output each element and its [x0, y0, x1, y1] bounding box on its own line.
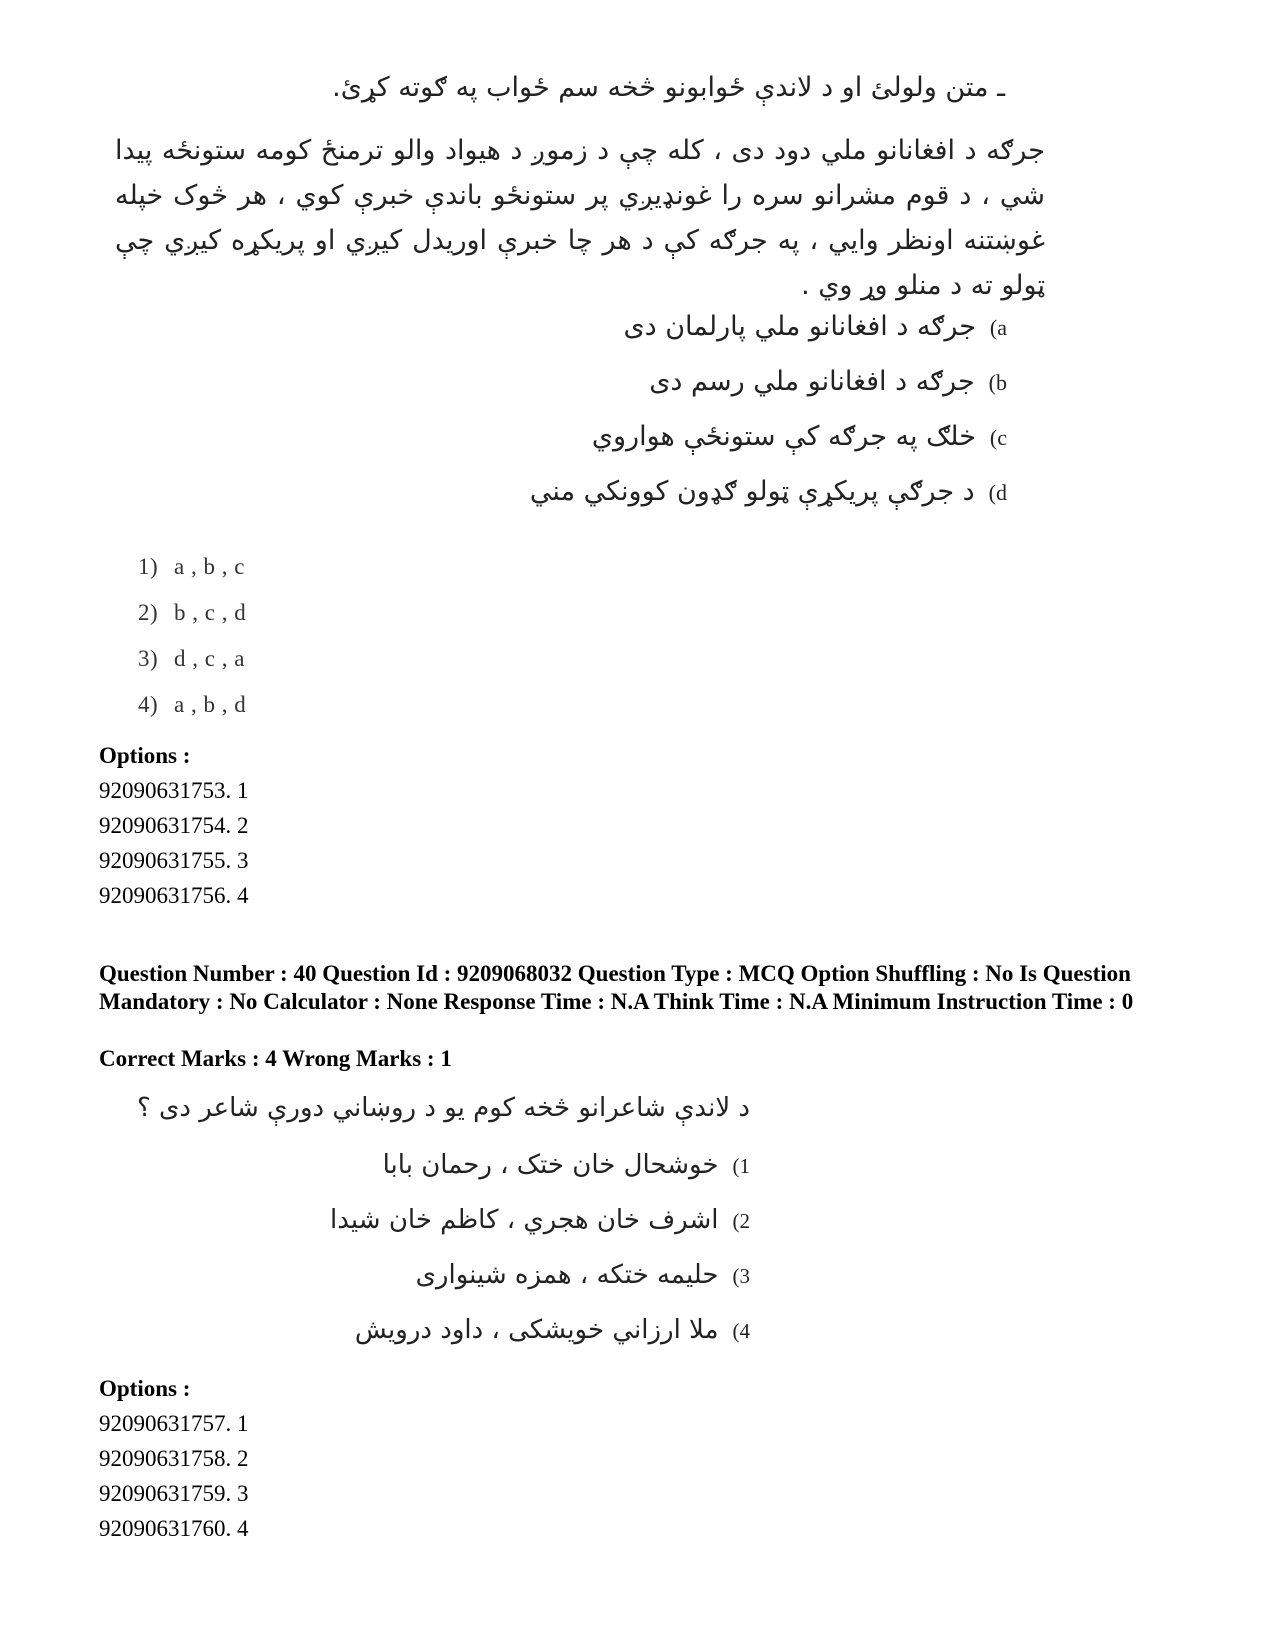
option-item: 92090631757. 1: [99, 1411, 249, 1436]
q39-instruction: ـ متن ولولئ او د لاندې ځوابونو څخه سم ځواب په ګوته کړئ.: [332, 72, 1005, 103]
q40-choice-3: [416, 1260, 750, 1290]
statement-text: خلګ په جرګه کې ستونځې هواروي: [591, 421, 976, 452]
statement-letter: b): [988, 370, 1007, 395]
choice-text: خوشحال خان ختک ، رحمان بابا: [382, 1150, 719, 1180]
statement-letter: c): [989, 425, 1007, 450]
statement-letter: d): [988, 480, 1007, 505]
choice-text: ملا ارزاني خويشکی ، داود درويش: [354, 1315, 719, 1345]
choice-number: 4): [732, 1319, 750, 1343]
choice-text: اشرف خان هجري ، کاظم خان شيدا: [330, 1205, 719, 1235]
statement-text: جرګه د افغانانو ملي رسم دی: [649, 366, 975, 397]
combination-number: 3): [138, 646, 159, 671]
q40-choice-2: [330, 1205, 750, 1235]
q39-combination-4: [138, 692, 246, 718]
q39-options-block: [99, 738, 249, 913]
q39-combination-1: [138, 554, 245, 580]
statement-text: د جرګې پريکړې ټولو ګډون کوونکي مني: [529, 476, 975, 507]
option-item: 92090631754. 2: [99, 813, 249, 838]
option-item: 92090631753. 1: [99, 778, 249, 803]
combination-text: a , b , d: [174, 692, 247, 717]
q39-statement-b: [649, 366, 1007, 397]
statement-letter: a): [989, 315, 1007, 340]
combination-text: a , b , c: [174, 554, 245, 579]
q39-statement-a: [623, 311, 1007, 342]
combination-number: 4): [138, 692, 159, 717]
combination-number: 1): [138, 554, 159, 579]
q40-choice-4: [355, 1315, 750, 1345]
q40-question-text: د لاندې شاعرانو څخه کوم يو د روښاني دورې شاعر دی ؟: [136, 1093, 750, 1123]
option-item: 92090631760. 4: [99, 1516, 249, 1541]
q39-passage: جرګه د افغانانو ملي دود دی ، کله چې د زموږ د هيواد والو ترمنځ کومه ستونځه پيدا شي ، د قوم مشرانو سره را غونډيږي پر ستونځو باندې خبرې کوي ، هر څوک خپله غوښتنه اونظر وايي ، په جرګه کې د هر چا خبرې اوريدل کيږي او پريکړه کيږي چې ټولو ته د منلو وړ وي .: [115, 135, 1045, 301]
q40-header: Question Number : 40 Question Id : 9209068032 Question Type : MCQ Option Shuffling : No Is Question Mandatory : No Calculator : None Response Time : N.A Think Time : N.A Minimum Instruction Time : 0: [99, 961, 1134, 1014]
q39-combination-2: [138, 600, 246, 626]
option-item: 92090631756. 4: [99, 883, 249, 908]
combination-number: 2): [138, 600, 159, 625]
q39-statement-d: [530, 476, 1007, 507]
choice-text: حليمه ختکه ، همزه شينواری: [415, 1260, 719, 1290]
choice-number: 2): [732, 1209, 750, 1233]
choice-number: 1): [732, 1154, 750, 1178]
q40-marks: Correct Marks : 4 Wrong Marks : 1: [99, 1046, 452, 1071]
q40-options-block: [99, 1371, 249, 1546]
combination-text: d , c , a: [174, 646, 245, 671]
option-item: 92090631759. 3: [99, 1481, 249, 1506]
q39-combination-3: [138, 646, 245, 672]
combination-text: b , c , d: [174, 600, 247, 625]
statement-text: جرګه د افغانانو ملي پارلمان دی: [623, 311, 976, 342]
q40-choice-1: [383, 1150, 750, 1180]
option-item: 92090631755. 3: [99, 848, 249, 873]
options-heading: Options :: [99, 743, 191, 768]
q39-statement-c: [592, 421, 1007, 452]
options-heading: Options :: [99, 1376, 191, 1401]
option-item: 92090631758. 2: [99, 1446, 249, 1471]
choice-number: 3): [732, 1264, 750, 1288]
